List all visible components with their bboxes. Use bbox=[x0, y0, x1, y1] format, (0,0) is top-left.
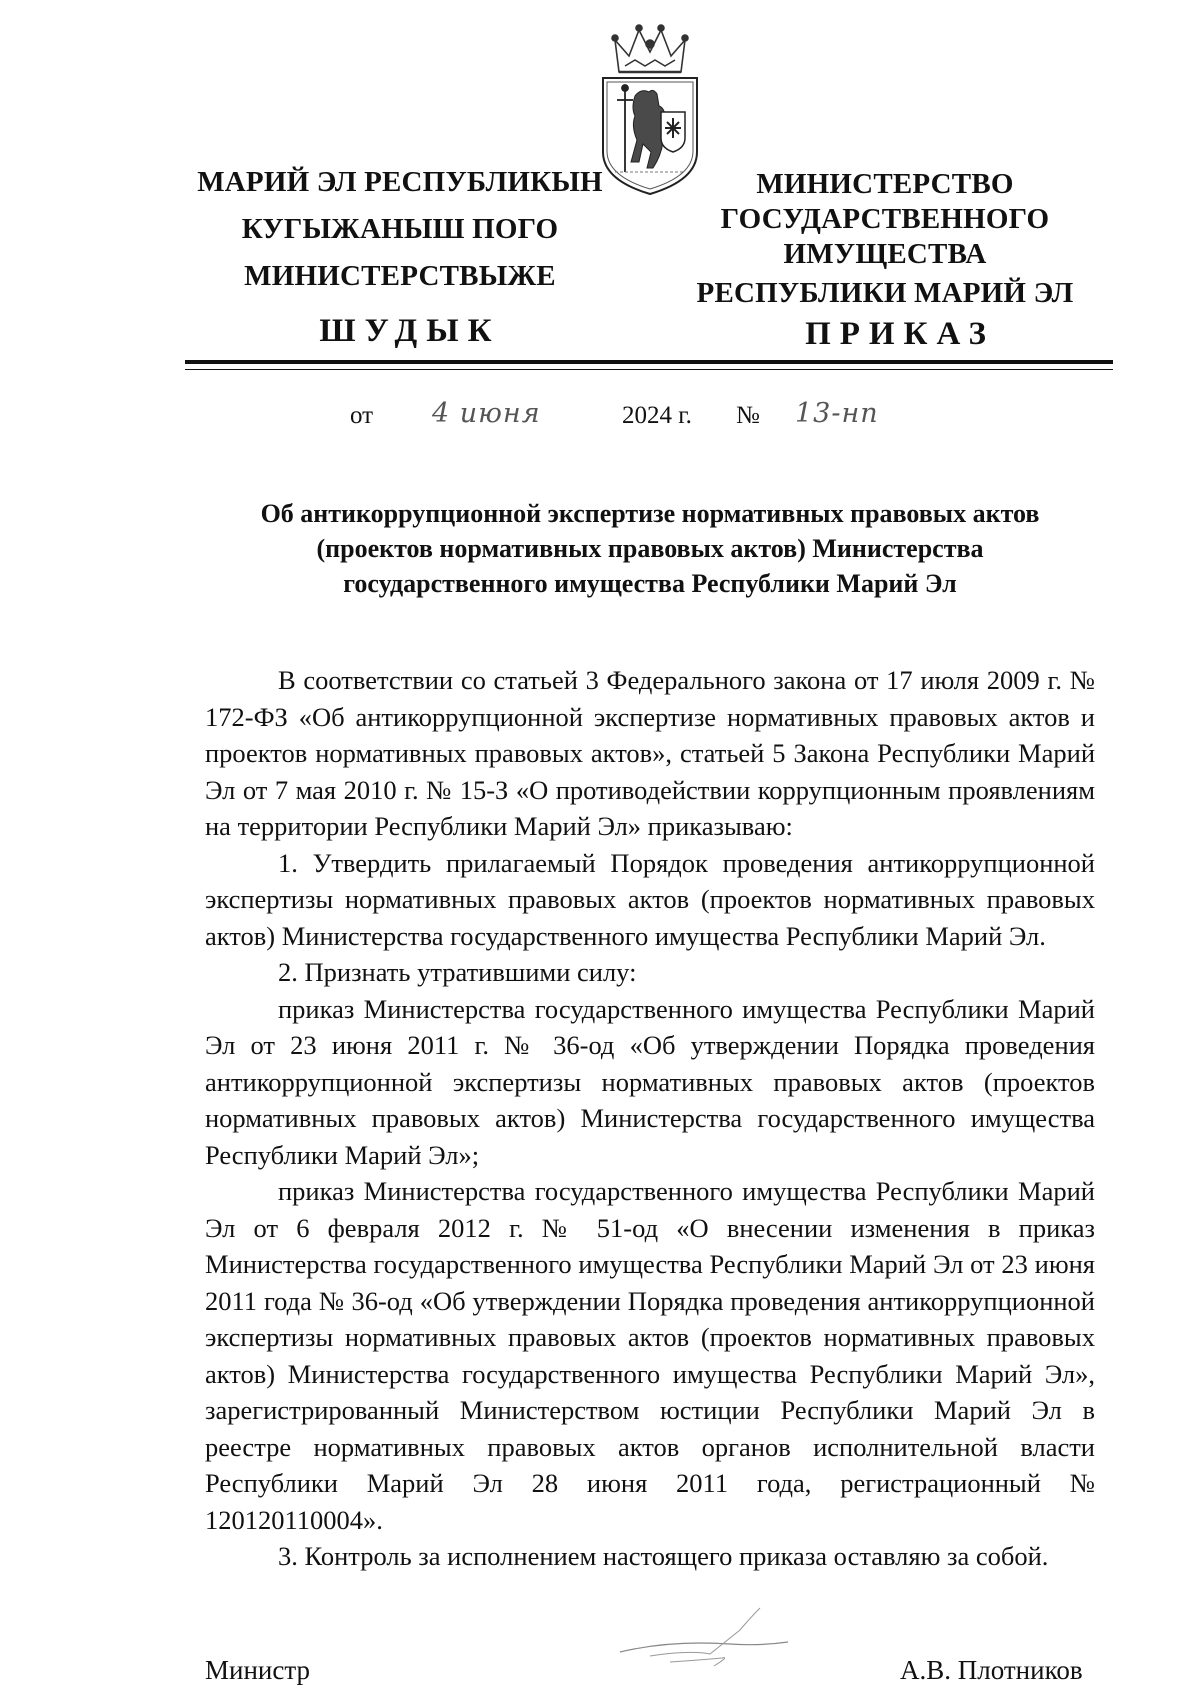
header-left-line: МАРИЙ ЭЛ РЕСПУБЛИКЫН bbox=[197, 166, 603, 198]
date-from-label: от bbox=[350, 402, 374, 429]
title-line: Об антикоррупционной экспертизе нормативных правовых актов bbox=[260, 499, 1040, 528]
header-right-title bbox=[695, 170, 1075, 314]
handwritten-number: 13-нп bbox=[795, 398, 879, 429]
crown-icon bbox=[612, 25, 688, 72]
header-left-line: МИНИСТЕРСТВЫЖЕ bbox=[244, 260, 556, 292]
number-sign: № bbox=[736, 402, 760, 429]
ornament-shield-icon bbox=[661, 112, 685, 152]
doc-type-mari: ШУДЫК bbox=[319, 313, 501, 349]
header-left-line: КУГЫЖАНЫШ ПОГО bbox=[241, 213, 559, 245]
header-right-line: ГОСУДАРСТВЕННОГО bbox=[720, 203, 1050, 235]
bear-icon bbox=[631, 90, 665, 168]
sword-icon bbox=[617, 85, 633, 172]
handwritten-date: 4 июня bbox=[432, 398, 541, 429]
header-divider-thick bbox=[185, 360, 1113, 364]
title-line: государственного имущества Республики Марий Эл bbox=[343, 569, 957, 598]
handwritten-signature bbox=[610, 1600, 800, 1680]
header-divider-thin bbox=[185, 369, 1113, 370]
signatory-name: А.В. Плотников bbox=[900, 1655, 1083, 1685]
date-year: 2024 г. bbox=[622, 402, 692, 429]
title-line: (проектов нормативных правовых актов) Министерства bbox=[316, 534, 984, 563]
body-paragraph: 2. Признать утратившими силу: bbox=[278, 957, 637, 987]
doc-type-russian: ПРИКАЗ bbox=[805, 316, 995, 352]
signatory-position: Министр bbox=[205, 1655, 310, 1685]
document-body bbox=[205, 662, 1095, 1575]
header-right-line: ИМУЩЕСТВА bbox=[783, 238, 987, 270]
body-paragraph: приказ Министерства государственного имущества Республики Марий Эл от 23 июня 2011 г. № 36-од «Об утверждении Порядка проведения антикоррупционной экспертизы нормативных правовых актов (проектов нормативных правовых актов) Министерства государственного имущества Республики Марий Эл»; bbox=[205, 993, 1095, 1170]
body-paragraph: 3. Контроль за исполнением настоящего приказа оставляю за собой. bbox=[278, 1541, 1049, 1571]
body-paragraph: 1. Утвердить прилагаемый Порядок проведения антикоррупционной экспертизы нормативных правовых актов (проектов нормативных правовых актов) Министерства государственного имущества Республики Марий Эл. bbox=[205, 847, 1095, 951]
header-left-title bbox=[180, 168, 620, 291]
document-title bbox=[180, 496, 1120, 601]
header-right-line: РЕСПУБЛИКИ МАРИЙ ЭЛ bbox=[696, 277, 1074, 309]
body-paragraph: приказ Министерства государственного имущества Республики Марий Эл от 6 февраля 2012 г. № 51-од «О внесении изменения в приказ Министерства государственного имущества Республики Марий Эл от 23 июня 2011 года № 36-од «Об утверждении Порядка проведения антикоррупционной экспертизы нормативных правовых актов (проектов нормативных правовых актов) Министерства государственного имущества Республики Марий Эл», зарегистрированный Министерством юстиции Республики Марий Эл в реестре нормативных правовых актов органов исполнительной власти Республики Марий Эл 28 июня 2011 года, регистрационный № 120120110004». bbox=[205, 1176, 1095, 1535]
date-line bbox=[0, 398, 1200, 438]
body-paragraph: В соответствии со статьей 3 Федерального закона от 17 июля 2009 г. № 172-ФЗ «Об антикоррупционной экспертизе нормативных правовых актов и проектов нормативных правовых актов», статьей 5 Закона Республики Марий Эл от 7 мая 2010 г. № 15-З «О противодействии коррупционным проявлениям на территории Республики Марий Эл» приказываю: bbox=[205, 665, 1095, 841]
header-right-line: МИНИСТЕРСТВО bbox=[756, 168, 1014, 200]
